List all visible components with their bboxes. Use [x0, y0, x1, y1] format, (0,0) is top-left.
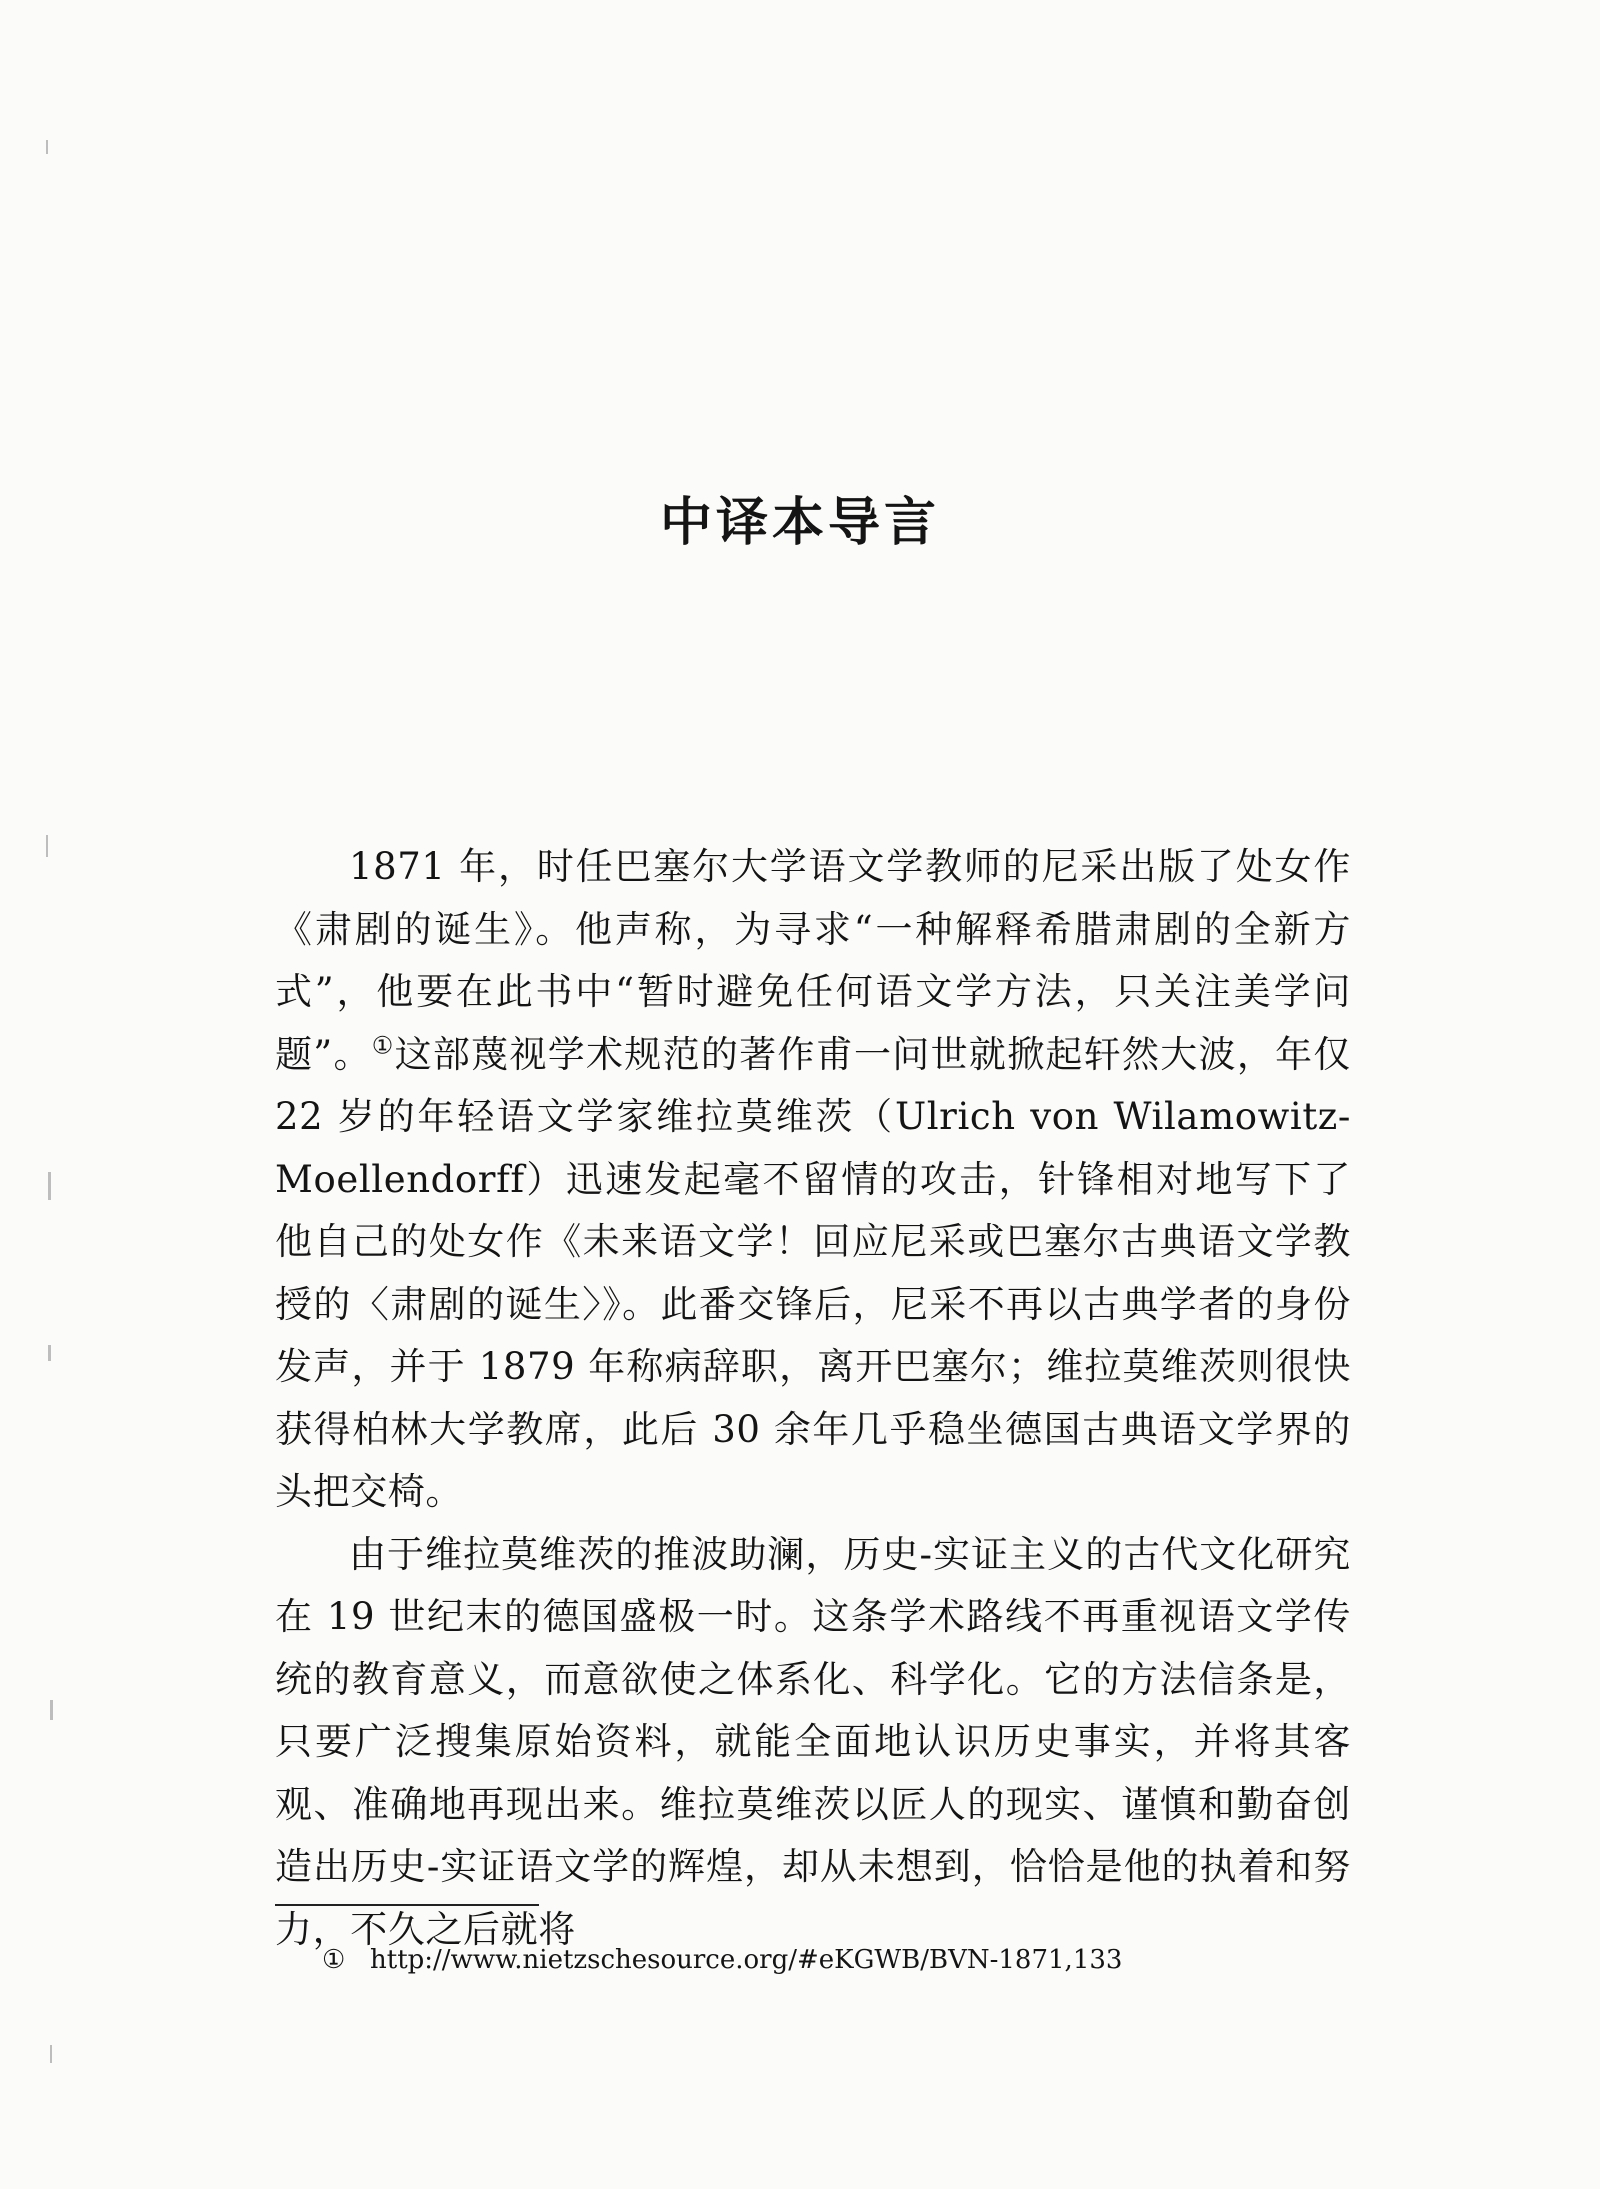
- paragraph-1: [275, 836, 1351, 1524]
- scan-speck: [50, 2045, 52, 2063]
- footnote: [322, 1940, 1122, 1980]
- footnote-divider: [275, 1904, 539, 1906]
- chapter-title: 中译本导言: [659, 493, 940, 553]
- paragraph-1-part-1: 1871 年，时任巴塞尔大学语文学教师的尼采出版了处女作《肃剧的诞生》。他声称，为寻求“一种解释希腊肃剧的全新方式”，他要在此书中“暂时避免任何语文学方法，只关注美学问题”。: [275, 845, 1351, 1076]
- paragraph-2: 由于维拉莫维茨的推波助澜，历史-实证主义的古代文化研究在 19 世纪末的德国盛极一时。这条学术路线不再重视语文学传统的教育意义，而意欲使之体系化、科学化。它的方法信条是，只要广泛搜集原始资料，就能全面地认识历史事实，并将其客观、准确地再现出来。维拉莫维茨以匠人的现实、谨慎和勤奋创造出历史-实证语文学的辉煌，却从未想到，恰恰是他的执着和努力，不久之后就将: [275, 1532, 1351, 1951]
- scan-speck: [46, 835, 48, 857]
- footnote-text: http://www.nietzschesource.org/#eKGWB/BVN-1871,133: [370, 1945, 1123, 1975]
- scan-speck: [50, 1700, 53, 1720]
- footnote-mark: ①: [322, 1945, 346, 1975]
- paragraph-1-part-2: 这部蔑视学术规范的著作甫一问世就掀起轩然大波，年仅 22 岁的年轻语文学家维拉莫维茨（Ulrich von Wilamowitz-Moellendorff）迅速发起毫不留情的攻击，针锋相对地写下了他自己的处女作《未来语文学！回应尼采或巴塞尔古典语文学教授的〈肃剧的诞生〉》。此番交锋后，尼采不再以古典学者的身份发声，并于 1879 年称病辞职，离开巴塞尔；维拉莫维茨则很快获得柏林大学教席，此后 30 余年几乎稳坐德国古典语文学界的头把交椅。: [275, 1032, 1352, 1513]
- scan-speck: [46, 140, 48, 154]
- scan-speck: [48, 1345, 51, 1361]
- footnote-reference[interactable]: ①: [371, 1031, 395, 1060]
- scan-speck: [48, 1172, 51, 1200]
- body-text: [275, 836, 1351, 1961]
